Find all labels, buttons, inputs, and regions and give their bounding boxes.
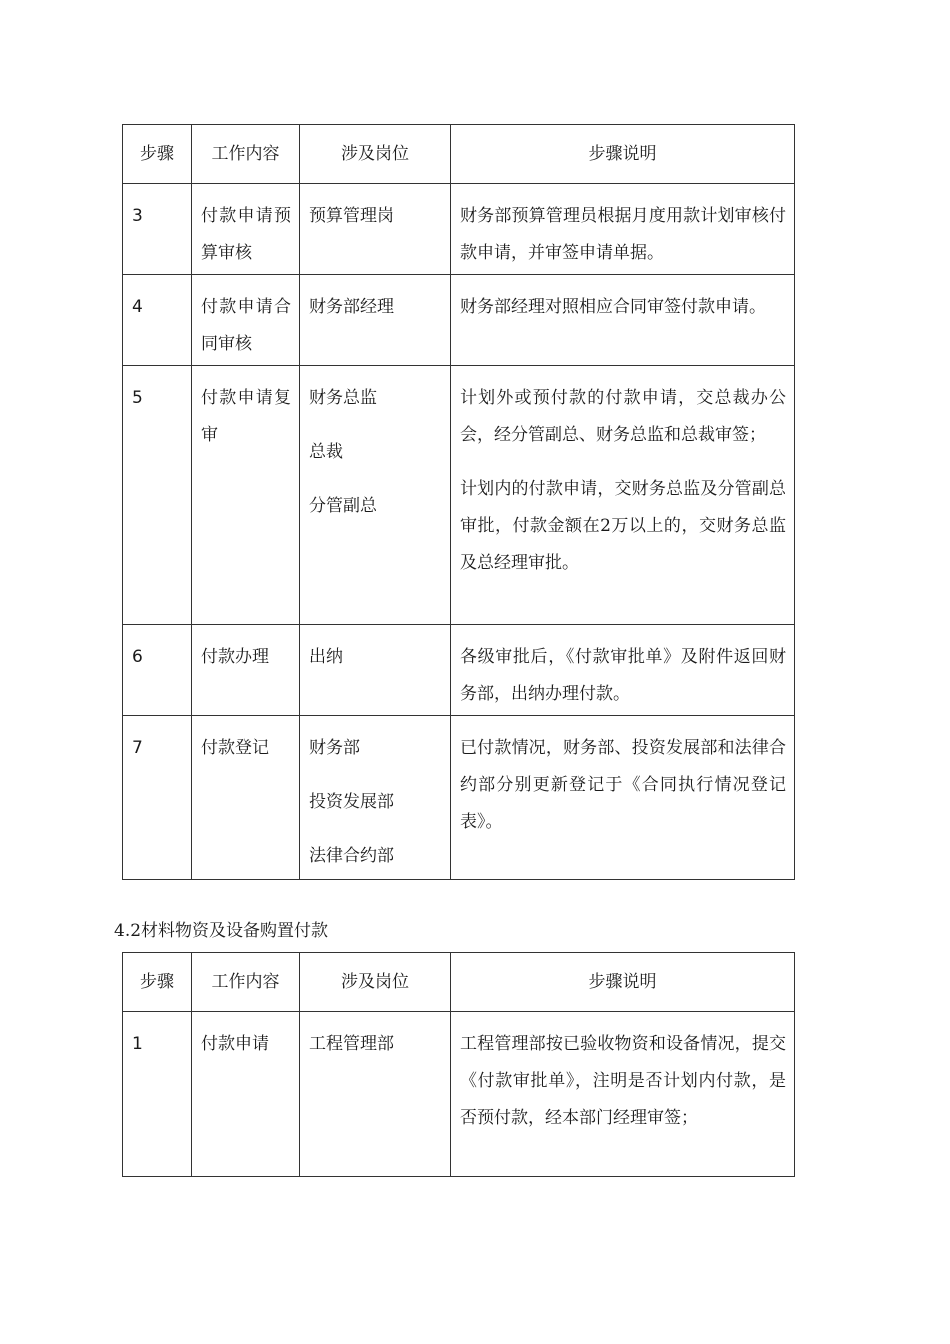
- description-paragraph: 各级审批后，《付款审批单》及附件返回财务部，出纳办理付款。: [460, 647, 786, 704]
- description-cell: [451, 625, 795, 716]
- description-cell: [451, 184, 795, 275]
- table-row: [123, 716, 795, 880]
- position-item: 工程管理部: [309, 1034, 394, 1054]
- header-work: 工作内容: [192, 125, 300, 184]
- step-cell: 3: [123, 184, 192, 275]
- position-item: 总裁: [309, 442, 343, 462]
- table-row: [123, 366, 795, 625]
- description-cell: [451, 275, 795, 366]
- position-item: 投资发展部: [309, 792, 394, 812]
- work-cell: 付款申请预算审核: [192, 184, 300, 275]
- header-work: 工作内容: [192, 953, 300, 1012]
- positions-cell: [300, 366, 451, 625]
- table-row: [123, 184, 795, 275]
- position-item: 法律合约部: [309, 846, 394, 866]
- description-paragraph: 工程管理部按已验收物资和设备情况，提交《付款审批单》，注明是否计划内付款，是否预付款，经本部门经理审签；: [460, 1034, 786, 1128]
- positions-cell: [300, 275, 451, 366]
- positions-cell: [300, 625, 451, 716]
- description-paragraph: 财务部预算管理员根据月度用款计划审核付款申请，并审签申请单据。: [460, 206, 786, 263]
- step-cell: 1: [123, 1012, 192, 1177]
- description-paragraph: 计划外或预付款的付款申请，交总裁办公会，经分管副总、财务总监和总裁审签；: [460, 388, 786, 445]
- header-description: 步骤说明: [451, 953, 795, 1012]
- work-cell: 付款申请: [192, 1012, 300, 1177]
- description-paragraph: 已付款情况，财务部、投资发展部和法律合约部分别更新登记于《合同执行情况登记表》。: [460, 738, 786, 832]
- payment-process-table: [122, 124, 795, 880]
- position-item: 出纳: [309, 647, 343, 667]
- section-title: 4.2材料物资及设备购置付款: [114, 921, 329, 941]
- position-item: 预算管理岗: [309, 206, 394, 226]
- table-row: [123, 275, 795, 366]
- table-row: [123, 1012, 795, 1177]
- step-cell: 7: [123, 716, 192, 880]
- position-item: 财务部经理: [309, 297, 394, 317]
- positions-cell: [300, 184, 451, 275]
- material-payment-table: [122, 952, 795, 1177]
- table-header-row: [123, 125, 795, 184]
- table-row: [123, 625, 795, 716]
- position-item: 财务部: [309, 738, 360, 758]
- header-description: 步骤说明: [451, 125, 795, 184]
- description-cell: [451, 1012, 795, 1177]
- position-item: 财务总监: [309, 388, 377, 408]
- positions-cell: [300, 1012, 451, 1177]
- positions-cell: [300, 716, 451, 880]
- work-cell: 付款申请合同审核: [192, 275, 300, 366]
- description-paragraph: 财务部经理对照相应合同审签付款申请。: [460, 297, 766, 317]
- header-positions: 涉及岗位: [300, 953, 451, 1012]
- header-step: 步骤: [123, 953, 192, 1012]
- header-step: 步骤: [123, 125, 192, 184]
- work-cell: 付款申请复审: [192, 366, 300, 625]
- description-cell: [451, 366, 795, 625]
- step-cell: 4: [123, 275, 192, 366]
- position-item: 分管副总: [309, 496, 377, 516]
- description-cell: [451, 716, 795, 880]
- work-cell: 付款办理: [192, 625, 300, 716]
- step-cell: 5: [123, 366, 192, 625]
- work-cell: 付款登记: [192, 716, 300, 880]
- step-cell: 6: [123, 625, 192, 716]
- description-paragraph: 计划内的付款申请，交财务总监及分管副总审批，付款金额在2万以上的，交财务总监及总经理审批。: [460, 479, 786, 573]
- table-header-row: [123, 953, 795, 1012]
- header-positions: 涉及岗位: [300, 125, 451, 184]
